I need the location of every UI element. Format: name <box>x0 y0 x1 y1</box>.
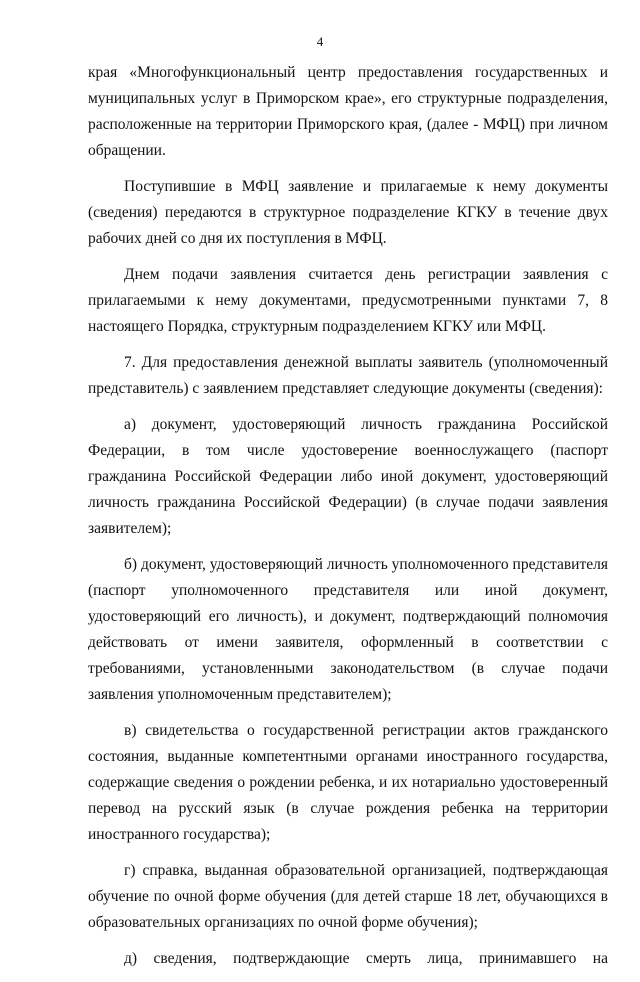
paragraph-item-a: а) документ, удостоверяющий личность гражданина Российской Федерации, в том числе удостоверение военнослужащего (паспорт гражданина Российской Федерации либо иной документ, удостоверяющий личность гражданина Российской Федерации) (в случае подачи заявления заявителем); <box>88 416 608 537</box>
paragraph-item-d: д) сведения, подтверждающие смерть лица, принимавшего на <box>124 950 608 967</box>
paragraph-item-7: 7. Для предоставления денежной выплаты заявитель (уполномоченный представитель) с заявлением представляет следующие документы (сведения): <box>88 354 608 397</box>
paragraph-item-g: г) справка, выданная образовательной организацией, подтверждающая обучение по очной форме обучения (для детей старше 18 лет, обучающихся в образовательных организациях по очной форме обучения); <box>88 862 608 931</box>
paragraph-item-b: б) документ, удостоверяющий личность уполномоченного представителя (паспорт уполномоченного представителя или иной документ, удостоверяющий его личность), и документ, подтверждающий полномочия действовать от имени заявителя, оформленный в соответствии с требованиями, установленными законодательством (в случае подачи заявления уполномоченным представителем); <box>88 556 608 703</box>
paragraph-filing-date: Днем подачи заявления считается день регистрации заявления с прилагаемыми к нему документами, предусмотренными пунктами 7, 8 настоящего Порядка, структурным подразделением КГКУ или МФЦ. <box>88 266 608 335</box>
paragraph-item-v: в) свидетельства о государственной регистрации актов гражданского состояния, выданные компетентными органами иностранного государства, содержащие сведения о рождении ребенка, и их нотариально удостоверенный перевод на русский язык (в случае рождения ребенка на территории иностранного государства); <box>88 722 608 843</box>
paragraph-transfer-to-kgku: Поступившие в МФЦ заявление и прилагаемые к нему документы (сведения) передаются в структурное подразделение КГКУ в течение двух рабочих дней со дня их поступления в МФЦ. <box>88 178 608 247</box>
document-body <box>88 60 608 982</box>
paragraph-mfc-continuation: края «Многофункциональный центр предоставления государственных и муниципальных услуг в Приморском крае», его структурные подразделения, расположенные на территории Приморского края, (далее - МФЦ) при личном обращении. <box>88 64 608 159</box>
page-number: 4 <box>316 34 324 49</box>
